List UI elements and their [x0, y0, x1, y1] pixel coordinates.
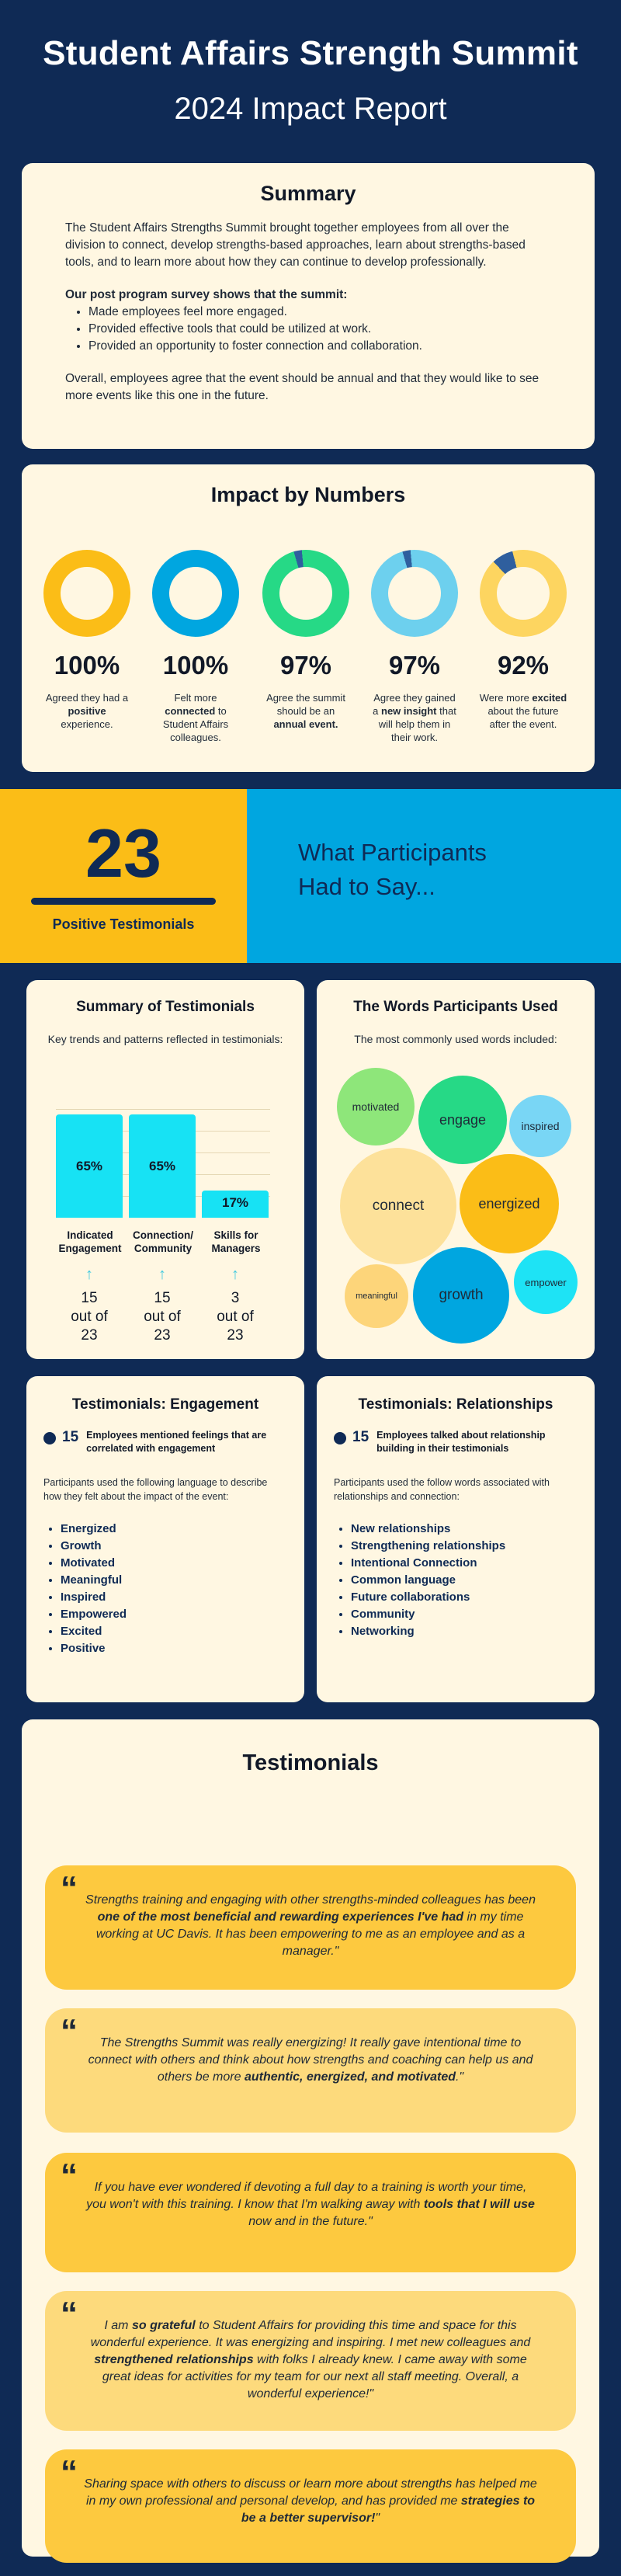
engagement-word: • Growth [61, 1538, 287, 1555]
summary-bullet: • Made employees feel more engaged. [88, 304, 551, 321]
impact-stat [141, 550, 250, 744]
quote-emphasis: strengthened relationships [94, 2353, 254, 2366]
banner-line: Had to Say... [298, 873, 435, 900]
words-subheading: The most commonly used words included: [354, 1033, 557, 1045]
quote-text: in my time working at UC Davis. It has been empowering to me as an employee and as a manager." [95, 1910, 526, 1958]
testimonial-quote [45, 2008, 576, 2133]
stat-description: Agreed they had a positive experience. [45, 692, 129, 730]
quote-mark-icon: “ [61, 2295, 78, 2333]
count-text: out of [71, 1309, 108, 1325]
category-label: Indicated Engagement [58, 1229, 122, 1254]
bar-count [54, 1289, 124, 1345]
word-bubble: energized [460, 1154, 559, 1253]
relationships-word: • Common language [351, 1572, 578, 1589]
testimonial-count-panel [0, 789, 247, 963]
word-bubble: empower [514, 1250, 578, 1314]
donut-ring [152, 550, 239, 637]
impact-heading: Impact by Numbers [210, 483, 406, 506]
testimonials-card [22, 1719, 599, 2557]
banner-text-panel [247, 789, 621, 963]
bullet-dot [43, 1432, 56, 1444]
up-arrow-icon: ↑ [231, 1266, 239, 1283]
word-bubble: inspired [509, 1095, 571, 1157]
engagement-word: • Inspired [61, 1589, 287, 1606]
engagement-heading: Testimonials: Engagement [71, 1396, 259, 1413]
quote-emphasis: authentic, energized, and motivated [244, 2070, 456, 2084]
relationships-word: • Community [351, 1606, 578, 1623]
count-text: 15 [154, 1290, 171, 1306]
count-text: 23 [81, 1327, 98, 1344]
quote-emphasis: tools that I will use [423, 2198, 535, 2211]
engagement-word: • Empowered [61, 1606, 287, 1623]
count-text: 23 [154, 1327, 171, 1344]
bar-count [127, 1289, 197, 1345]
engagement-word: • Excited [61, 1623, 287, 1640]
summary-bullet: • Provided effective tools that could be utilized at work. [88, 321, 551, 338]
testimonial-quote [45, 1865, 576, 1990]
summary-bullet: • Provided an opportunity to foster connection and collaboration. [88, 338, 551, 355]
impact-stat [469, 550, 578, 731]
divider [31, 898, 216, 905]
stat-description: Felt more connected to Student Affairs colleagues. [162, 692, 229, 743]
words-heading: The Words Participants Used [353, 999, 558, 1015]
engagement-word: • Positive [61, 1640, 287, 1657]
word-bubble: meaningful [345, 1264, 408, 1328]
relationships-count-text: Employees talked about relationship building in their testimonials [376, 1430, 546, 1454]
count-text: out of [144, 1309, 181, 1325]
quote-text: with folks I already knew. I came away with some great ideas for activities for my team for our next all staff meeting. Overall, a wonderful experience!" [102, 2353, 527, 2400]
testimonial-count: 23 [85, 815, 161, 892]
banner-text [298, 836, 487, 904]
relationships-intro: Participants used the follow words associated with relationships and connection: [334, 1477, 550, 1502]
testimonial-quote [45, 2449, 576, 2563]
donut-ring [371, 550, 458, 637]
summary-card [22, 163, 595, 449]
stat-value: 97% [388, 651, 441, 680]
donut-ring [480, 550, 567, 637]
quote-text: to Student Affairs for providing this time and space for this wonderful experience. It was energizing and inspiring. I met new colleagues and [90, 2319, 531, 2349]
category-label: Connection/ Community [133, 1229, 193, 1254]
impact-stat [33, 550, 141, 731]
stat-value: 97% [279, 651, 332, 680]
bar-value-label: 65% [148, 1158, 176, 1173]
grid-line [56, 1109, 270, 1110]
testimonial-summary-heading: Summary of Testimonials [76, 999, 255, 1015]
relationships-word: • Future collaborations [351, 1589, 578, 1606]
quote-text: now and in the future." [248, 2215, 373, 2228]
testimonial-summary-subheading: Key trends and patterns reflected in testimonials: [47, 1033, 283, 1045]
bar-count [200, 1289, 270, 1345]
engagement-count-text: Employees mentioned feelings that are correlated with engagement [86, 1430, 267, 1454]
relationships-word: • Intentional Connection [351, 1555, 578, 1572]
donut-ring [43, 550, 130, 637]
impact-card [22, 464, 595, 772]
quote-emphasis: one of the most beneficial and rewarding experiences I've had [97, 1910, 464, 1924]
bar-value-label: 65% [75, 1158, 103, 1173]
quote-emphasis: strategies to be a better supervisor! [241, 2494, 536, 2525]
engagement-stat [43, 1429, 287, 1455]
testimonial-quote [45, 2291, 576, 2431]
quote-text: " [375, 2512, 380, 2525]
engagement-word: • Motivated [61, 1555, 287, 1572]
impact-stat [252, 550, 360, 731]
summary-bullet-list [88, 304, 551, 355]
quote-text: ." [455, 2070, 464, 2084]
quote-emphasis: so grateful [131, 2319, 196, 2332]
testimonials-heading: Testimonials [242, 1750, 379, 1775]
stat-value: 100% [162, 651, 229, 680]
word-bubble: connect [340, 1148, 456, 1264]
relationships-heading: Testimonials: Relationships [358, 1396, 553, 1413]
engagement-word: • Meaningful [61, 1572, 287, 1589]
summary-closing: Overall, employees agree that the event should be annual and that they would like to see more events like this one in the future. [65, 372, 539, 402]
engagement-card [26, 1376, 304, 1702]
quote-mark-icon: “ [61, 2453, 78, 2491]
up-arrow-icon: ↑ [85, 1266, 93, 1283]
engagement-count: 15 [62, 1429, 79, 1445]
relationships-word: • New relationships [351, 1521, 578, 1538]
stat-value: 92% [497, 651, 550, 680]
summary-intro: The Student Affairs Strengths Summit brought together employees from all over the division to connect, develop strengths-based approaches, learn about strengths-based tools, and to learn more about how they can continue to develop professionally. [65, 221, 526, 269]
count-text: out of [217, 1309, 254, 1325]
report-title: Student Affairs Strength Summit [43, 34, 578, 72]
bar-value-label: 17% [221, 1195, 249, 1211]
relationships-card [317, 1376, 595, 1702]
quote-mark-icon: “ [61, 2157, 78, 2195]
summary-heading: Summary [260, 182, 356, 205]
stat-description: Agree the summit should be an annual event. [266, 692, 345, 730]
bullet-dot [334, 1432, 346, 1444]
count-text: 23 [227, 1327, 244, 1344]
engagement-word: • Energized [61, 1521, 287, 1538]
report-subtitle: 2024 Impact Report [174, 92, 447, 126]
report-header [0, 0, 621, 155]
word-bubble: growth [413, 1247, 509, 1344]
category-label: Skills for Managers [211, 1229, 261, 1254]
word-bubble: motivated [337, 1068, 415, 1145]
stat-description: Were more excited about the future after the event. [479, 692, 567, 730]
testimonial-count-label: Positive Testimonials [52, 916, 195, 932]
relationships-count: 15 [352, 1429, 369, 1445]
testimonial-quote [45, 2153, 576, 2272]
relationships-word-list [351, 1521, 578, 1640]
quote-mark-icon: “ [61, 2012, 78, 2050]
relationships-word: • Networking [351, 1623, 578, 1640]
quote-text: The Strengths Summit was really energizing! It really gave intentional time to connect with others and think about how strengths and coaching can help us and others be more [88, 2036, 533, 2084]
impact-stat [360, 550, 469, 744]
count-text: 3 [231, 1290, 240, 1306]
engagement-intro: Participants used the following language to describe how they felt about the impact of the event: [43, 1477, 268, 1502]
stat-description: Agree they gained a new insight that will help them in their work. [373, 692, 456, 743]
survey-lead: Our post program survey shows that the summit: [65, 288, 348, 301]
stat-value: 100% [54, 651, 120, 680]
engagement-word-list [61, 1521, 287, 1657]
up-arrow-icon: ↑ [158, 1266, 166, 1283]
quote-mark-icon: “ [61, 1869, 78, 1907]
word-bubble: engage [418, 1076, 507, 1164]
quote-text: Sharing space with others to discuss or learn more about strengths has helped me in my own professional and personal develop, and has provided me [84, 2477, 537, 2508]
relationships-word: • Strengthening relationships [351, 1538, 578, 1555]
banner-line: What Participants [298, 839, 487, 866]
count-text: 15 [81, 1290, 98, 1306]
quote-text: I am [104, 2319, 132, 2332]
relationships-stat [334, 1429, 578, 1455]
quote-text: Strengths training and engaging with other strengths-minded colleagues has been [85, 1893, 536, 1907]
donut-ring [262, 550, 349, 637]
quote-text: If you have ever wondered if devoting a full day to a training is worth your time, you won't with this training. I know that I'm walking away with [86, 2181, 527, 2211]
